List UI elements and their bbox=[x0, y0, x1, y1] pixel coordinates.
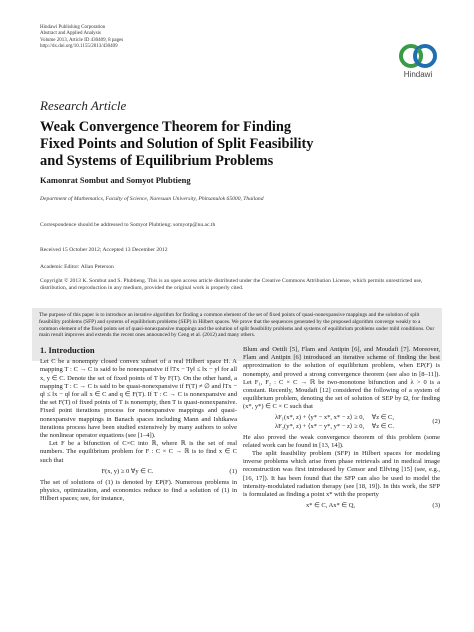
paragraph: He also proved the weak convergence theorem of this problem (some related work can be found in [13, 14]). bbox=[243, 433, 440, 449]
paragraph: Let C be a nonempty closed convex subset of a real Hilbert space H. A mapping T : C → C is said to be nonexpansive if ‖Tx − Ty‖ ≤ ‖x − y‖ for all x, y ∈ C. Denote the set of fixed points of T by F(T). On the other hand, a mapping T : C → C is said to be quasi-nonexpansive if F(T) ≠ ∅ and ‖Tx − q‖ ≤ ‖x − q‖ for all x ∈ C and q ∈ F(T). If T : C → C is nonexpansive and the set F(T) of fixed points of T is nonempty, then T is quasi-nonexpansive. Fixed point iterations process for nonexpansive mappings and quasi-nonexpansive mappings in Banach spaces including Mann and Ishikawa iterations process have been studied extensively by many authors to solve the nonlinear operator equations (see [1–4]). bbox=[40, 358, 237, 440]
equation-number: (1) bbox=[229, 467, 237, 475]
copyright-notice: Copyright © 2013 K. Sombut and S. Plubtieng. This is an open access article distributed under the Creative Commons Attribution License, which permits unrestricted use, distribution, and reproduction in any medium, provided the original work is properly cited. bbox=[40, 278, 423, 292]
equation-body: x* ∈ C, Ax* ∈ Q, bbox=[305, 502, 356, 510]
equation-body: λF₂(y*, z) + ⟨x* − y*, y* − z⟩ ≥ 0, bbox=[275, 422, 365, 430]
abstract-box: The purpose of this paper is to introduce an iterative algorithm for finding a common element of the set of fixed points of quasi-nonexpansive mappings and the solution of split feasibility problems (SFP) and systems of equilibrium problems (SEP) in Hilbert spaces. We prove that the sequences generated by the proposed algorithm converge weakly to a common element of the fixed points set of quasi-nonexpansive mappings and the solution of split feasibility problems and systems of equilibrium problems under mild conditions. Our main result improves and extends the recent ones announced by Ceng et al. (2012) and many others. bbox=[32, 308, 442, 361]
equation-3 bbox=[243, 499, 440, 513]
equation-body: F(x, y) ≥ 0 ∀y ∈ C. bbox=[101, 467, 154, 475]
equation-condition: ∀z ∈ C. bbox=[371, 422, 394, 430]
correspondence: Correspondence should be addressed to Somyot Plubtieng; somyotp@nu.ac.th bbox=[40, 222, 216, 228]
equation-body: λF₁(x*, z) + ⟨y* − x*, x* − z⟩ ≥ 0, bbox=[275, 413, 365, 421]
title-line: Weak Convergence Theorem for Finding bbox=[40, 119, 292, 135]
equation-line bbox=[275, 414, 418, 422]
header-doi-link[interactable]: http://dx.doi.org/10.1155/2013/430409 bbox=[40, 43, 118, 49]
affiliation: Department of Mathematics, Faculty of Science, Naresuan University, Phitsanulok 65000, Thailand bbox=[40, 196, 264, 202]
paper-title bbox=[40, 119, 430, 170]
received-accepted-dates: Received 15 October 2012; Accepted 13 December 2012 bbox=[40, 247, 168, 253]
equation-2 bbox=[243, 412, 440, 434]
hindawi-logo-text: Hindawi bbox=[403, 70, 433, 79]
paragraph: The split feasibility problem (SFP) in Hilbert spaces for modeling inverse problems which arise from phase retrievals and in medical image reconstruction was first introduced by Censor and Elfving [15] (see, e.g., [16, 17]). It has been found that the SFP can also be used to model the intensity-modulated radiation therapy (see [18, 19]). In this work, the SFP is formulated as finding a point x* with the property bbox=[243, 450, 440, 499]
header-line: Abstract and Applied Analysis bbox=[40, 31, 101, 37]
equation-number: (2) bbox=[432, 417, 440, 425]
header-line: Hindawi Publishing Corporation bbox=[40, 25, 106, 30]
equation-number: (3) bbox=[432, 502, 440, 510]
equation-line bbox=[275, 423, 418, 431]
equation-condition: ∀z ∈ C, bbox=[371, 413, 394, 421]
paragraph: The set of solutions of (1) is denoted by EP(F). Numerous problems in physics, optimization, and economics reduce to find a solution of (1) in Hilbert spaces; see, for instance, bbox=[40, 478, 237, 503]
section-title: 1. Introduction bbox=[40, 345, 95, 355]
academic-editor: Academic Editor: Allan Peterson bbox=[40, 264, 114, 270]
article-type: Research Article bbox=[40, 98, 127, 113]
paragraph: Blum and Oettli [5], Flam and Antipin [6], and Moudafi [7]. Moreover, Flam and Antipin [6] introduced an iterative scheme of finding the best approximation to the solution of equilibrium problem, when EP(F) is nonempty, and proved a strong convergence theorem (see also in [8–11]). Let F₁, F₂ : C × C → ℝ be two-monotone bifunction and λ > 0 is a constant. Recently, Moudafi [12] considered the following of a system of equilibrium problem, denoting the set of solution of SEP by Ω, for finding (x*, y*) ∈ C × C such that bbox=[243, 346, 440, 411]
equation-1 bbox=[40, 465, 237, 479]
header-line: Volume 2013, Article ID 430409, 8 pages bbox=[40, 37, 124, 43]
title-line: Fixed Points and Solution of Split Feasibility bbox=[40, 136, 314, 152]
right-column bbox=[243, 346, 440, 513]
title-line: and Systems of Equilibrium Problems bbox=[40, 153, 274, 169]
paragraph: Let F be a bifunction of C×C into ℝ, where ℝ is the set of real numbers. The equilibrium problem for F : C × C → ℝ is to find x ∈ C such that bbox=[40, 440, 237, 464]
left-column bbox=[40, 346, 237, 503]
authors: Kamonrat Sombut and Somyot Plubtieng bbox=[40, 175, 191, 185]
journal-header bbox=[40, 25, 340, 50]
